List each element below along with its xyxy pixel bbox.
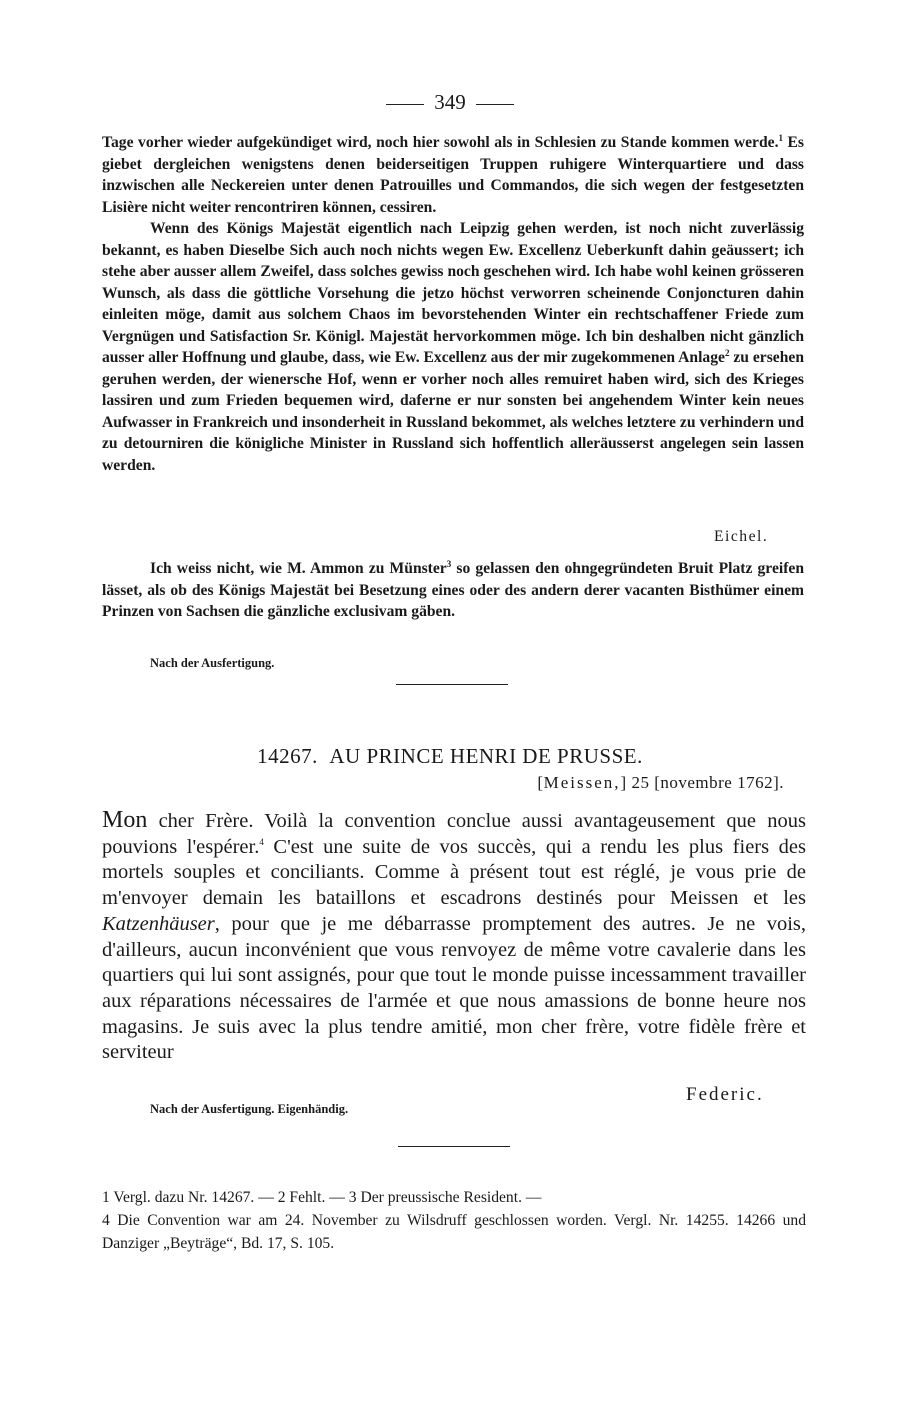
page-number-dash-right: [476, 104, 514, 105]
paragraph: Ich weiss nicht, wie M. Ammon zu Münster$^3$ so gelassen den ohngegründeten Bruit Platz greifen lässet, als ob des Königs Majestät bei Besetzung eines oder des andern derer vacanten Bisthümer einem Prinzen von Sachsen die gänzliche exclusivam gäben.: [102, 558, 804, 620]
footnote-ref: 2: [724, 347, 730, 358]
footnotes: [102, 1186, 806, 1255]
page-number-line: [0, 90, 900, 115]
letter-number: 14267.: [257, 744, 318, 768]
signature-federic: Federic.: [686, 1084, 764, 1105]
letter-title: AU PRINCE HENRI DE PRUSSE.: [329, 744, 643, 768]
footnote-divider: [398, 1146, 510, 1147]
footnote-line: 4 Die Convention war am 24. November zu Wilsdruff geschlossen worden. Vergl. Nr. 14255. 14266 und Danziger „Beyträge“, Bd. 17, S. 105.: [102, 1212, 806, 1252]
signature-eichel: Eichel.: [714, 528, 769, 545]
footnote-ref: 3: [446, 558, 452, 569]
date: 25 [novembre 1762].: [631, 773, 784, 792]
page-number: 349: [434, 90, 466, 114]
footnote-line: 1 Vergl. dazu Nr. 14267. — 2 Fehlt. — 3 Der preussische Resident. —: [102, 1189, 542, 1206]
letter-body: [102, 808, 806, 1066]
page-number-dash-left: [386, 104, 424, 105]
paragraph: Mon cher Frère. Voilà la convention conclue aussi avantageusement que nous pouvions l'espérer.$^4$ C'est une suite de vos succès, qui a rendu les plus fiers des mortels souples et conciliants. Comme à présent tout est réglé, je vous prie de m'envoyer demain les bataillons et escadrons destinés pour Meissen et les Katzenhäuser, pour que je me débarrasse promptement des autres. Je ne vois, d'ailleurs, aucun inconvénient que vous renvoyez de même votre cavalerie dans les quartiers qui lui sont assignés, pour que tout le monde puisse incessamment travailler aux réparations nécessaires de l'armée et que nous amassions de bonne heure nos magasins. Je suis avec la plus tendre amitié, mon cher frère, votre fidèle frère et serviteur: [102, 807, 807, 1064]
footnote-ref: 1: [778, 132, 783, 143]
letter-heading: [0, 744, 900, 769]
paragraph: Tage vorher wieder aufgekündiget wird, noch hier sowohl als in Schlesien zu Stande kommen werde.$^1$ Es giebet dergleichen wenigstens denen beiderseitigen Truppen ruhigere Winterquartiere und dass inzwischen alle Neckereien unter denen Patrouilles und Commandos, die sich wegen der festgesetzten Lisière nicht weiter rencontriren können, cessiren.: [102, 132, 804, 216]
section-divider: [396, 684, 508, 685]
place: Meissen,: [543, 773, 621, 792]
postscript: [102, 558, 804, 623]
source-note: Nach der Ausfertigung. Eigenhändig.: [150, 1102, 349, 1116]
place-date: [Meissen,] 25 [novembre 1762].: [537, 773, 784, 792]
source-note: Nach der Ausfertigung.: [150, 656, 275, 670]
footnote-ref: 4: [259, 836, 264, 847]
paragraph: Wenn des Königs Majestät eigentlich nach Leipzig gehen werden, ist noch nicht zuverlässig bekannt, es haben Dieselbe Sich auch noch nichts wegen Ew. Excellenz Ueberkunft dahin geäussert; ich stehe aber ausser allem Zweifel, dass solches gewiss noch geschehen wird. Ich habe wohl keinen grösseren Wunsch, als dass die göttliche Vorsehung die jetzo höchst verworren scheinende Conjoncturen dahin einleiten möge, damit aus solchem Chaos im bevorstehenden Winter ein rechtschaffener Friede zum Vergnügen und Satisfaction Sr. Königl. Majestät hervorkommen möge. Ich bin deshalben nicht gänzlich ausser aller Hoffnung und glaube, dass, wie Ew. Excellenz aus der mir zugekommenen Anlage$^2$ zu ersehen geruhen werden, der wienersche Hof, wenn er vorher noch alles remuiret haben wird, sich des Krieges lassiren und zum Frieden bequemen wird, daferne er nur sonsten bei angehendem Winter kein neues Aufwasser in Frankreich und insonderheit in Russland bekommet, als welches letztere zu verhindern und zu detourniren die königliche Minister in Russland sich hoffentlich alleräusserst angelegen sein lassen werden.: [102, 220, 804, 474]
previous-letter-body: [102, 132, 804, 476]
